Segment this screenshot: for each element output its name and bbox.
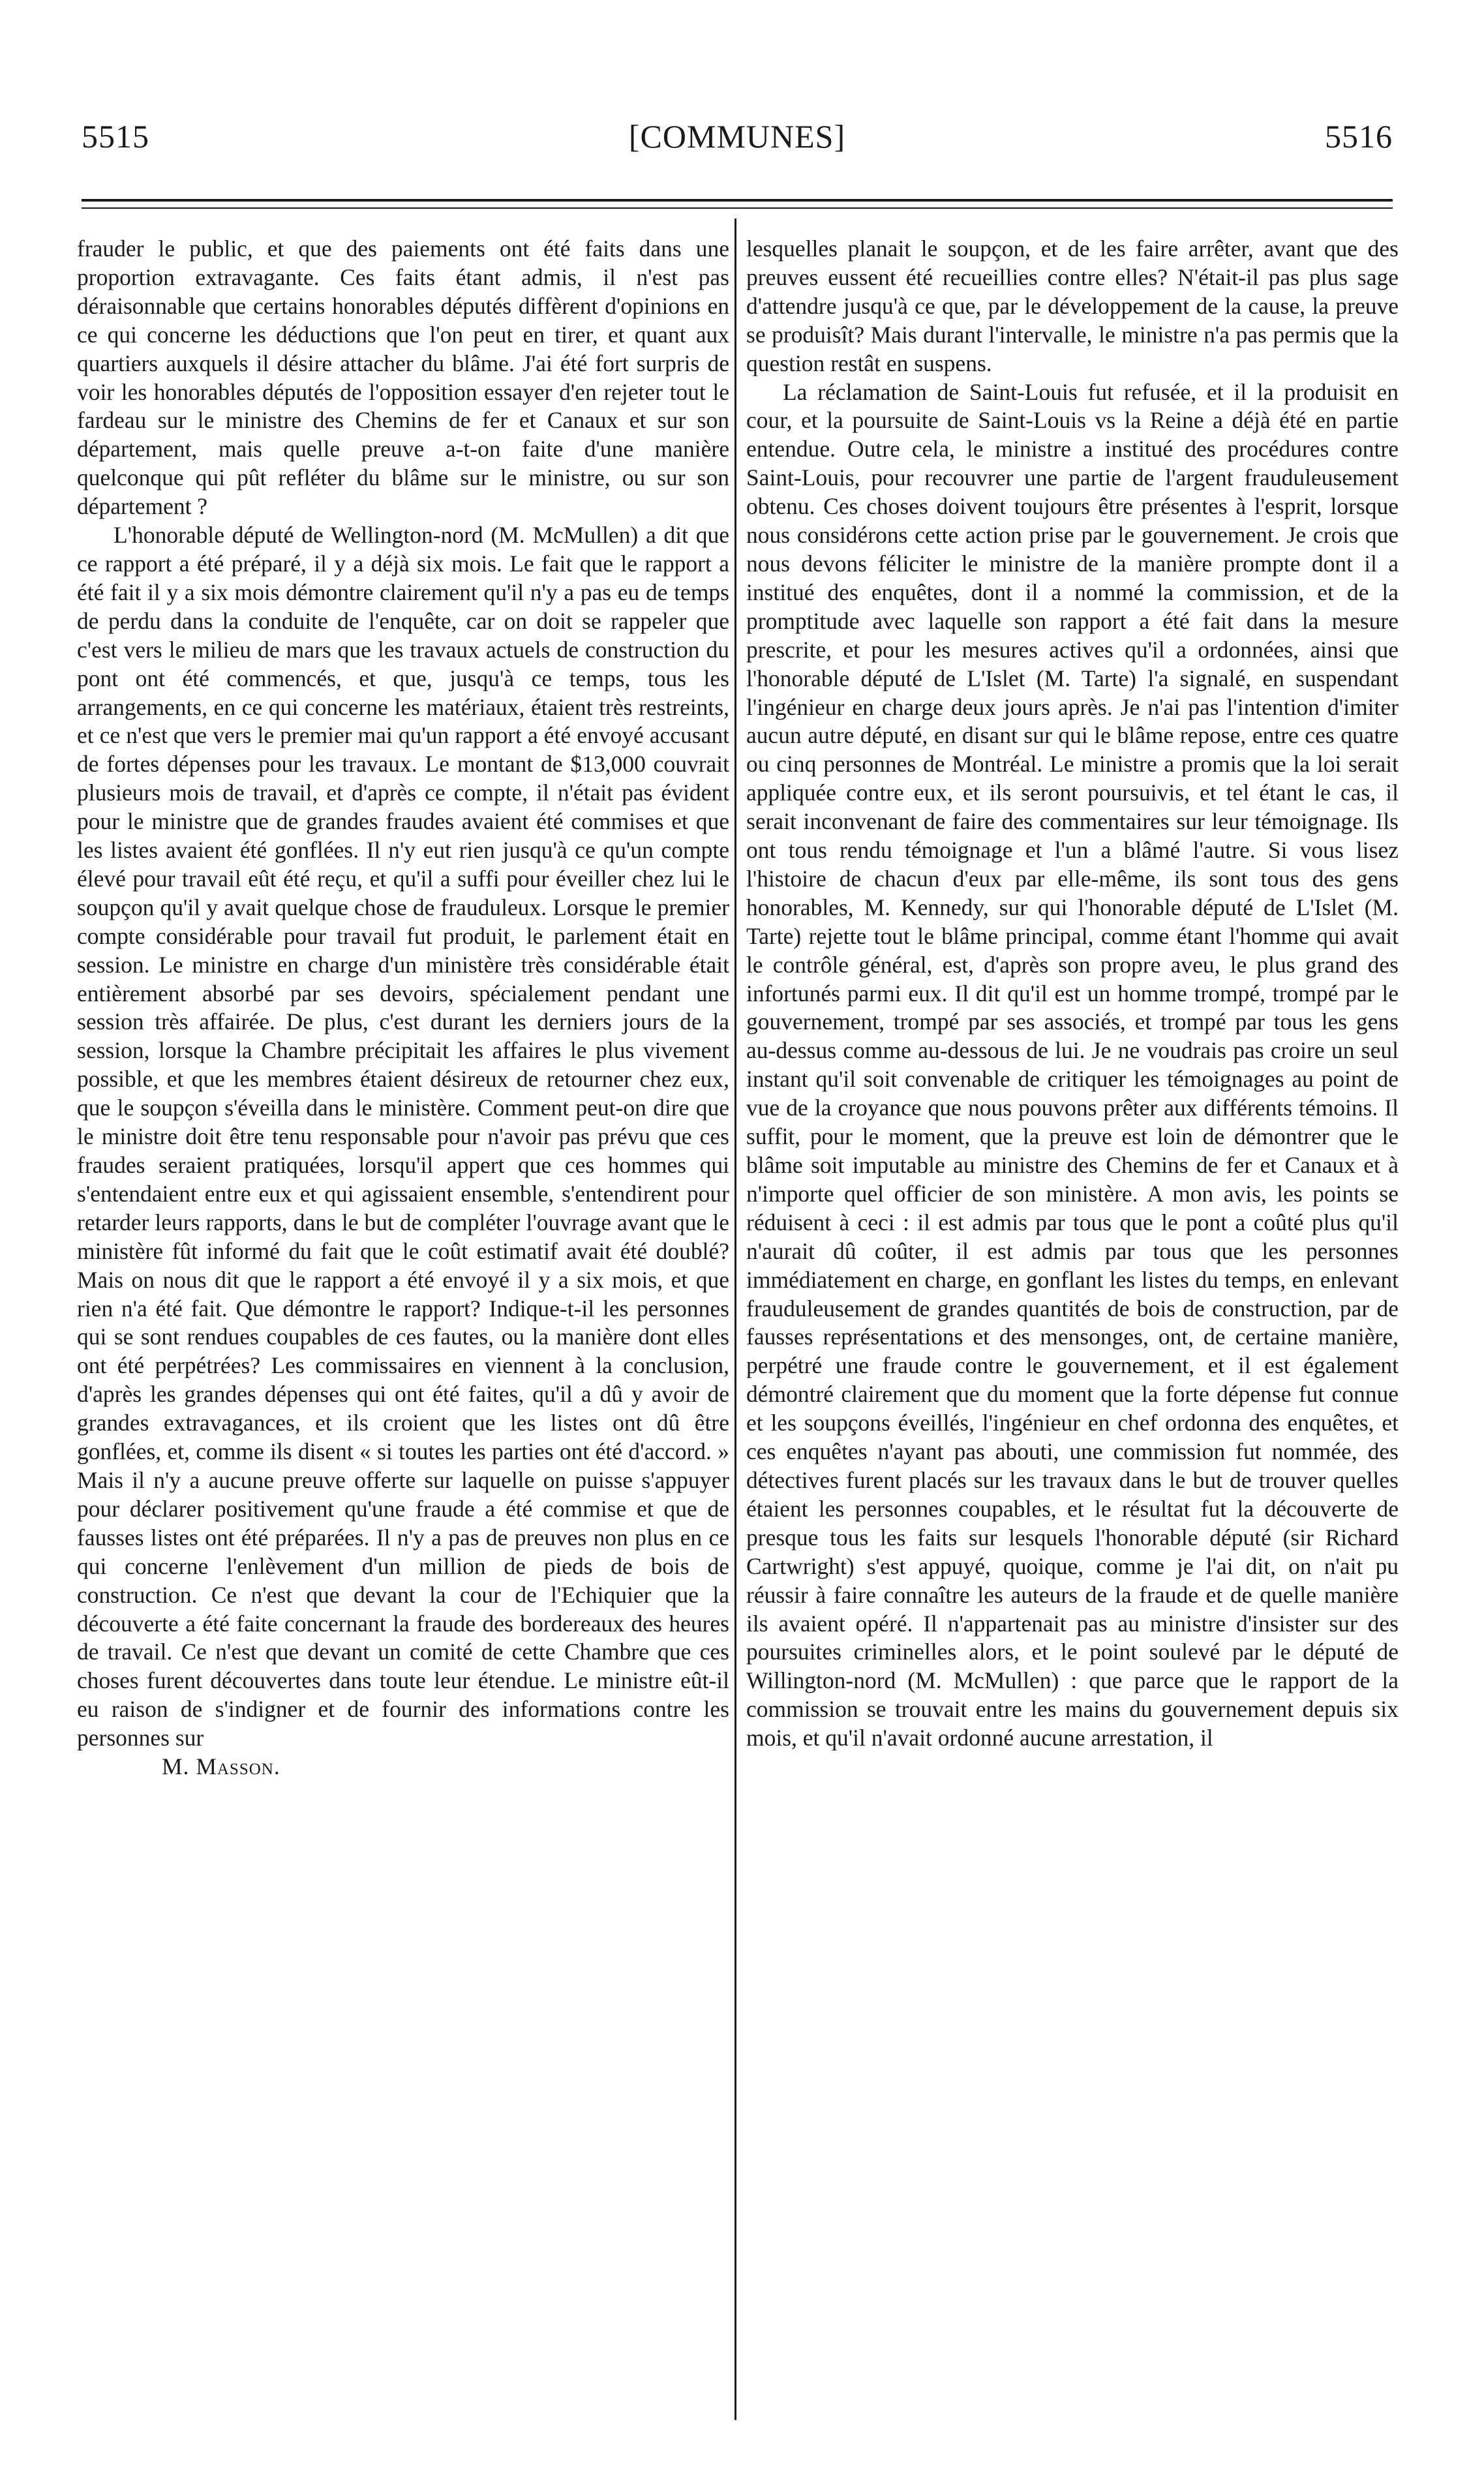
left-column — [77, 235, 729, 1781]
header-rule-thin — [82, 207, 1393, 209]
right-column — [746, 235, 1399, 1753]
paragraph: L'honorable député de Wellington-nord (M. McMullen) a dit que ce rapport a été préparé, il y a déjà six mois. Le fait que le rapport a été fait il y a six mois démontre clairement qu'il n'y a pas eu de temps de perdu dans la conduite de l'enquête, car on doit se rappeler que c'est vers le milieu de mars que les travaux actuels de construction du pont ont été commencés, et que, jusqu'à ce temps, tous les arrangements, en ce qui concerne les matériaux, étaient très restreints, et ce n'est que vers le premier mai qu'un rapport a été envoyé accusant de fortes dépenses pour les travaux. Le montant de $13,000 couvrait plusieurs mois de travail, et d'après ce compte, il n'était pas évident pour le ministre que de grandes fraudes avaient été commises et que les listes avaient été gonflées. Il n'y eut rien jusqu'à ce qu'un compte élevé pour travail eût été reçu, et qu'il a suffi pour éveiller chez lui le soupçon qu'il y avait quelque chose de frauduleux. Lorsque le premier compte considérable pour travail fut produit, le parlement était en session. Le ministre en charge d'un ministère très considérable était entièrement absorbé par ses devoirs, spécialement pendant une session très affairée. De plus, c'est durant les derniers jours de la session, lorsque la Chambre précipitait les affaires le plus vivement possible, et que les membres étaient désireux de retourner chez eux, que le soupçon s'éveilla dans le ministère. Comment peut-on dire que le ministre doit être tenu responsable pour n'avoir pas prévu que ces fraudes seraient pratiquées, lorsqu'il appert que ces hommes qui s'entendaient entre eux et qui agissaient ensemble, s'entendirent pour retarder leurs rapports, dans le but de compléter l'ouvrage avant que le ministère fût informé du fait que le coût estimatif avait été doublé? Mais on nous dit que le rapport a été envoyé il y a six mois, et que rien n'a été fait. Que démontre le rapport? Indique-t-il les personnes qui se sont rendues coupables de ces fautes, ou la manière dont elles ont été perpétrées? Les commissaires en viennent à la conclusion, d'après les grandes dépenses qui ont été faites, qu'il a dû y avoir de grandes extravagances, et ils croient que les listes ont dû être gonflées, et, comme ils disent « si toutes les parties ont été d'accord. » Mais il n'y a aucune preuve offerte sur laquelle on puisse s'appuyer pour déclarer positivement qu'une fraude a été commise et que de fausses listes ont été préparées. Il n'y a pas de preuves non plus en ce qui concerne l'enlèvement d'un million de pieds de bois de construction. Ce n'est que devant la cour de l'Echiquier que la découverte a été faite concernant la fraude des bordereaux des heures de travail. Ce n'est que devant un comité de cette Chambre que ces choses furent découvertes dans toute leur étendue. Le ministre eût-il eu raison de s'indigner et de fournir des informations contre les personnes sur — [77, 522, 729, 1751]
page-header — [82, 117, 1393, 176]
paragraph: frauder le public, et que des paiements ont été faits dans une proportion extravagante. Ces faits étant admis, il n'est pas déraisonnable que certains honorables députés diffèrent d'opinions en ce qui concerne les déductions que l'on peut en tirer, et quant aux quartiers auxquels il désire attacher du blâme. J'ai été fort surpris de voir les honorables députés de l'opposition essayer d'en rejeter tout le fardeau sur le ministre des Chemins de fer et Canaux et sur son département, mais quelle preuve a-t-on faite d'une manière quelconque qui pût refléter du blâme sur le ministre, ou sur son département ? — [77, 235, 729, 520]
paragraph: lesquelles planait le soupçon, et de les faire arrêter, avant que des preuves eussent été recueillies contre elles? N'était-il pas plus sage d'attendre jusqu'à ce que, par le développement de la cause, la preuve se produisît? Mais durant l'intervalle, le ministre n'a pas permis que la question restât en suspens. — [746, 235, 1399, 376]
header-rule-thick — [82, 199, 1393, 202]
speaker-name: M. Masson. — [162, 1753, 280, 1780]
page-number-right: 5516 — [1325, 118, 1393, 155]
page-number-left: 5515 — [82, 118, 149, 155]
journal-title: [COMMUNES] — [628, 118, 846, 155]
paragraph: La réclamation de Saint-Louis fut refusée, et il la produisit en cour, et la poursuite de Saint-Louis vs la Reine a déjà été en partie entendue. Outre cela, le ministre a institué des procédures contre Saint-Louis, pour recouvrer une partie de l'argent frauduleusement obtenu. Ces choses doivent toujours être présentes à l'esprit, lorsque nous considérons cette action prise par le gouvernement. Je crois que nous devons féliciter le ministre de la manière prompte dont il a institué des enquêtes, dont il a nommé la commission, et de la promptitude avec laquelle son rapport a été fait dans la mesure prescrite, et pour les mesures actives qu'il a ordonnées, ainsi que l'honorable député de L'Islet (M. Tarte) l'a signalé, en suspendant l'ingénieur en charge deux jours après. Je n'ai pas l'intention d'imiter aucun autre député, en disant sur qui le blâme repose, entre ces quatre ou cinq personnes de Montréal. Le ministre a promis que la loi serait appliquée contre eux, et ils seront poursuivis, et tel étant le cas, il serait inconvenant de faire des commentaires sur leur témoignage. Ils ont tous rendu témoignage et l'un a blâmé l'autre. Si vous lisez l'histoire de chacun d'eux par elle-même, ils sont tous des gens honorables, M. Kennedy, sur qui l'honorable député de L'Islet (M. Tarte) rejette tout le blâme principal, comme étant l'homme qui avait le contrôle général, est, d'après son propre aveu, le plus grand des infortunés parmi eux. Il dit qu'il est un homme trompé, trompé par le gouvernement, trompé par ses associés, et trompé par tous les gens au-dessus comme au-dessous de lui. Je ne voudrais pas croire un seul instant qu'il soit convenable de critiquer les témoignages au point de vue de la croyance que nous pouvons prêter aux différents témoins. Il suffit, pour le moment, que la preuve est loin de démontrer que le blâme soit imputable au ministre des Chemins de fer et Canaux et à n'importe quel officier de son ministère. A mon avis, les points se réduisent à ceci : il est admis par tous que le pont a coûté plus qu'il n'aurait dû coûter, il est admis par tous que les personnes immédiatement en charge, en gonflant les listes du temps, en enlevant frauduleusement de grandes quantités de bois de construction, par de fausses représentations et des mensonges, ont, de certaine manière, perpétré une fraude contre le gouvernement, et il est également démontré clairement que du moment que la forte dépense fut connue et les soupçons éveillés, l'ingénieur en chef ordonna des enquêtes, et ces enquêtes n'ayant pas abouti, une commission fut nommée, des détectives furent placés sur les travaux dans le but de trouver quelles étaient les personnes coupables, et le résultat fut la découverte de presque tous les faits sur lesquels l'honorable député (sir Richard Cartwright) s'est appuyé, quoique, comme je l'ai dit, on n'ait pu réussir à faire connaître les auteurs de la fraude et de quelle manière ils avaient opéré. Il n'appartenait pas au ministre d'insister sur des poursuites criminelles alors, et le point soulevé par le député de Willington-nord (M. McMullen) : que parce que le rapport de la commission se trouvait entre les mains du gouvernement depuis six mois, et qu'il n'avait ordonné aucune arrestation, il — [746, 378, 1399, 1751]
column-divider — [734, 219, 736, 2420]
